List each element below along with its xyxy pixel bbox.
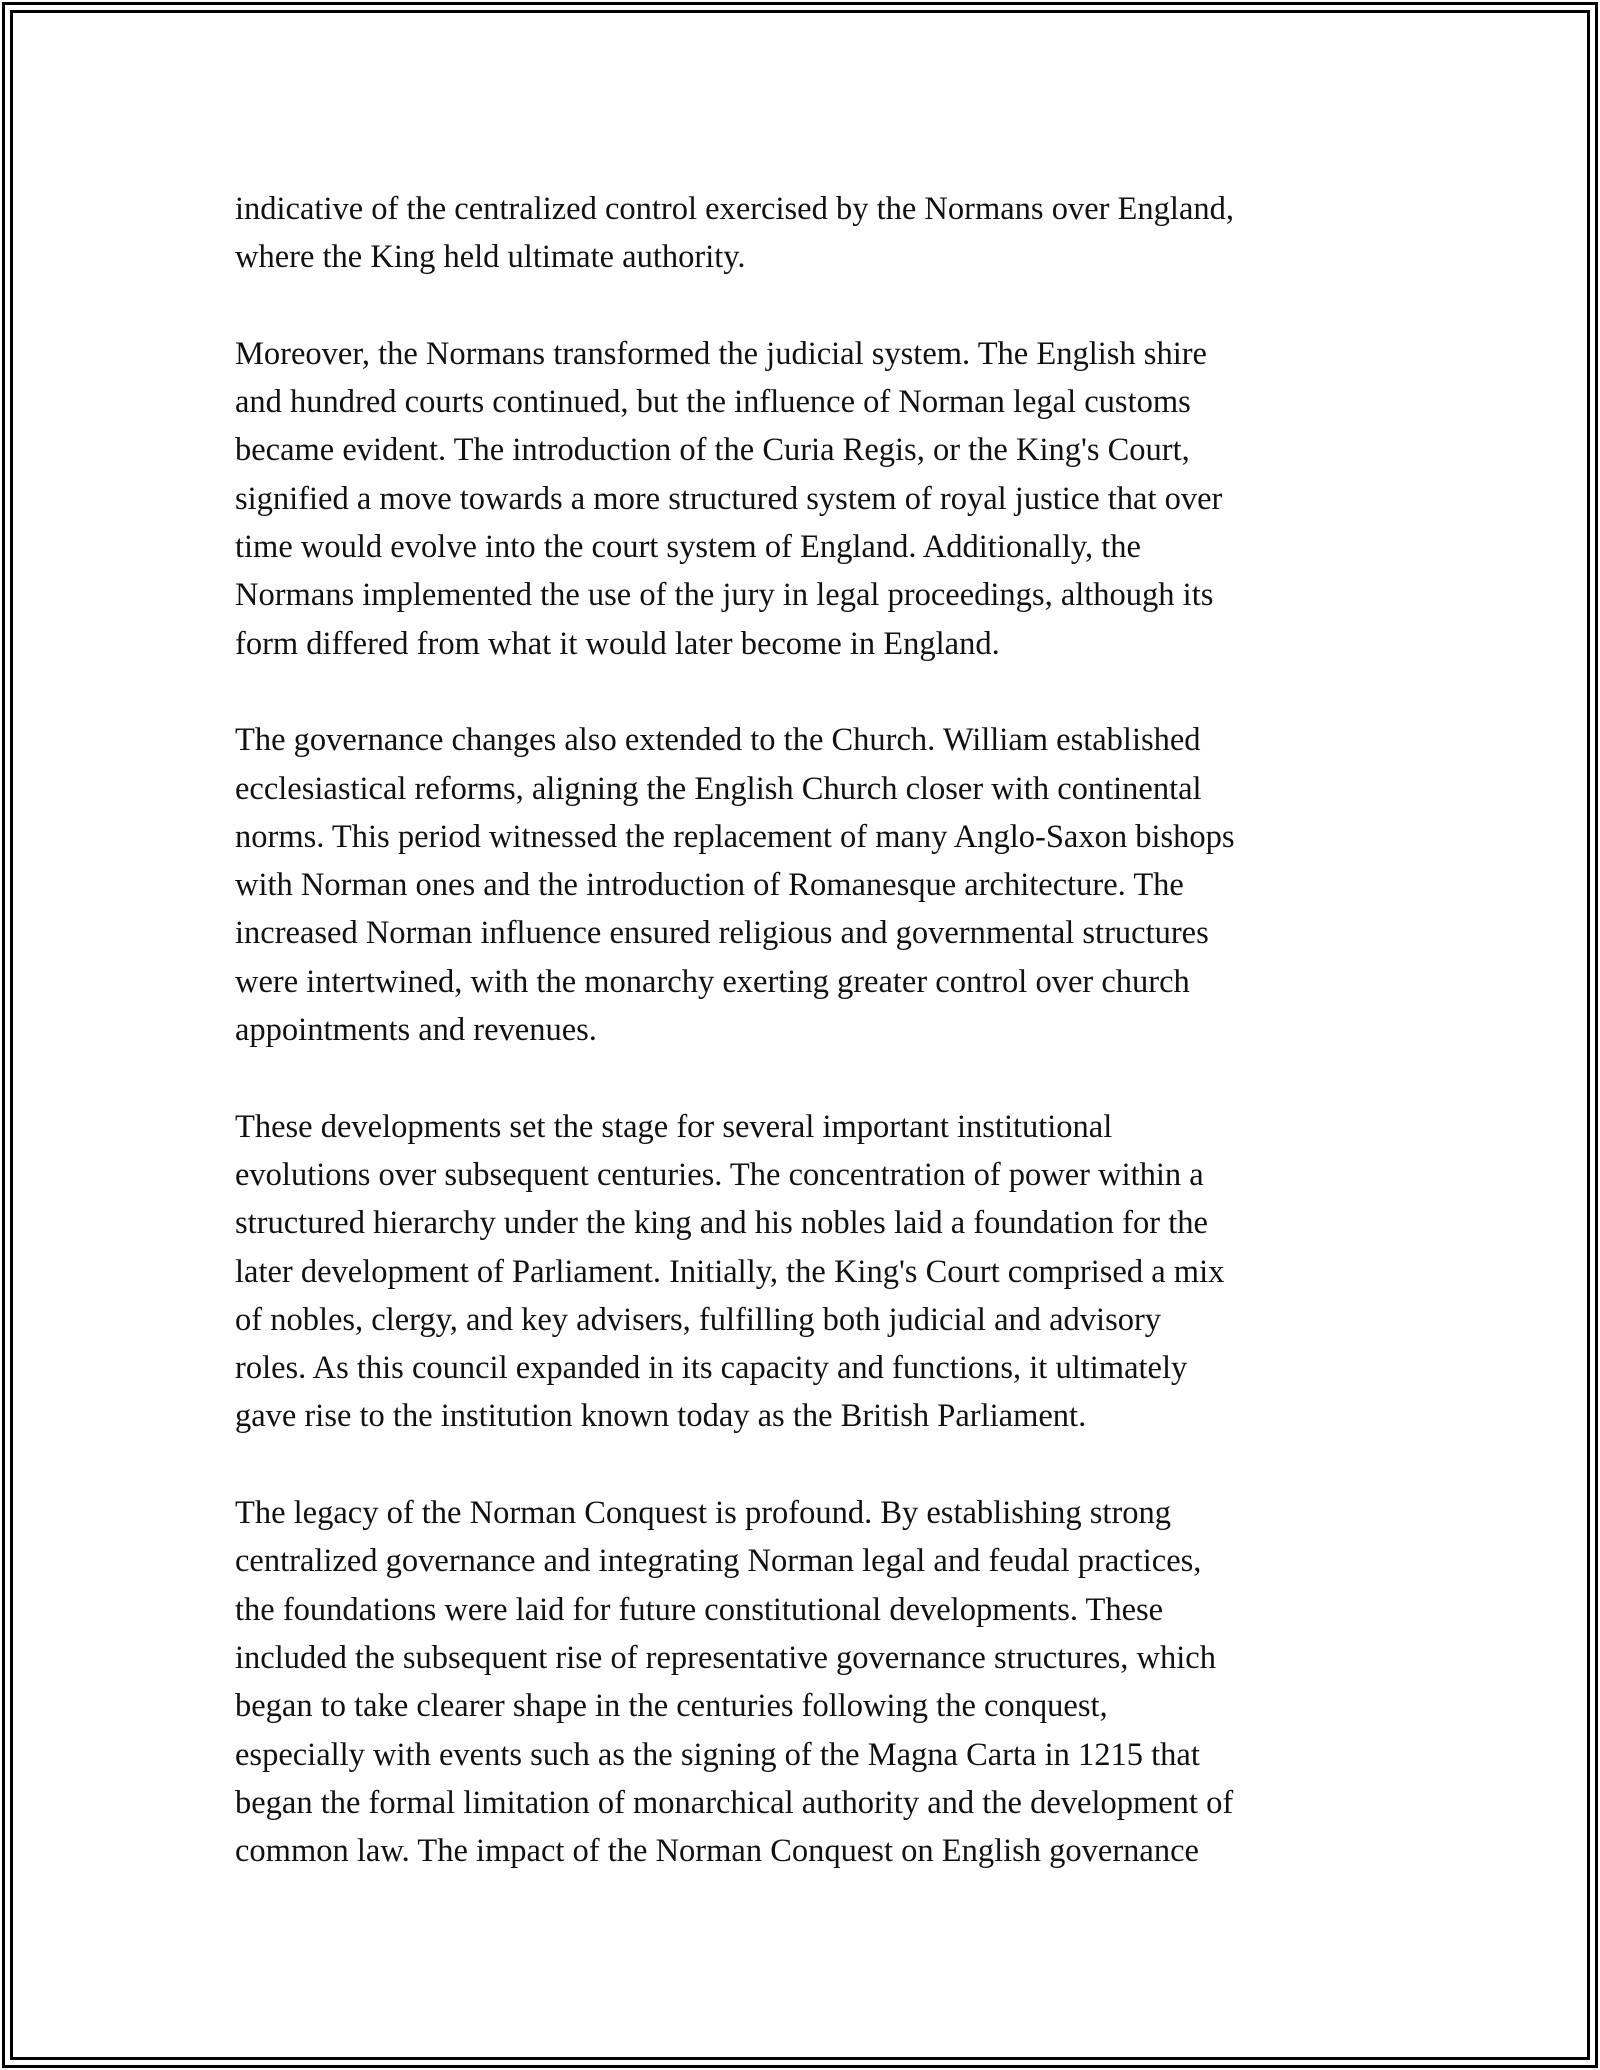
paragraph-3: The governance changes also extended to the Church. William established ecclesiastical reforms, aligning the English Church closer with continental norms. This period witnessed the replacement of many Anglo-Saxon bishops with Norman ones and the introduction of Romanesque architecture. The increased Norman influence ensured religious and governmental structures were intertwined, with the monarchy exerting greater control over church appointments and revenues. xyxy=(235,722,1235,1049)
document-body xyxy=(235,185,1375,1875)
paragraph-1: indicative of the centralized control exercised by the Normans over England, where the King held ultimate authority. xyxy=(235,191,1234,276)
paragraph-4: These developments set the stage for several important institutional evolutions over subsequent centuries. The concentration of power within a structured hierarchy under the king and his nobles laid a foundation for the later development of Parliament. Initially, the King's Court comprised a mix of nobles, clergy, and key advisers, fulfilling both judicial and advisory roles. As this council expanded in its capacity and functions, it ultimately gave rise to the institution known today as the British Parliament. xyxy=(235,1108,1225,1435)
paragraph-5: The legacy of the Norman Conquest is profound. By establishing strong centralized governance and integrating Norman legal and feudal practices, the foundations were laid for future constitutional developments. These included the subsequent rise of representative governance structures, which began to take clearer shape in the centuries following the conquest, especially with events such as the signing of the Magna Carta in 1215 that began the formal limitation of monarchical authority and the development of common law. The impact of the Norman Conquest on English governance xyxy=(235,1495,1234,1870)
paragraph-2: Moreover, the Normans transformed the judicial system. The English shire and hundred courts continued, but the influence of Norman legal customs became evident. The introduction of the Curia Regis, or the King's Court, signified a move towards a more structured system of royal justice that over time would evolve into the court system of England. Additionally, the Normans implemented the use of the jury in legal proceedings, although its form differed from what it would later become in England. xyxy=(235,335,1223,662)
